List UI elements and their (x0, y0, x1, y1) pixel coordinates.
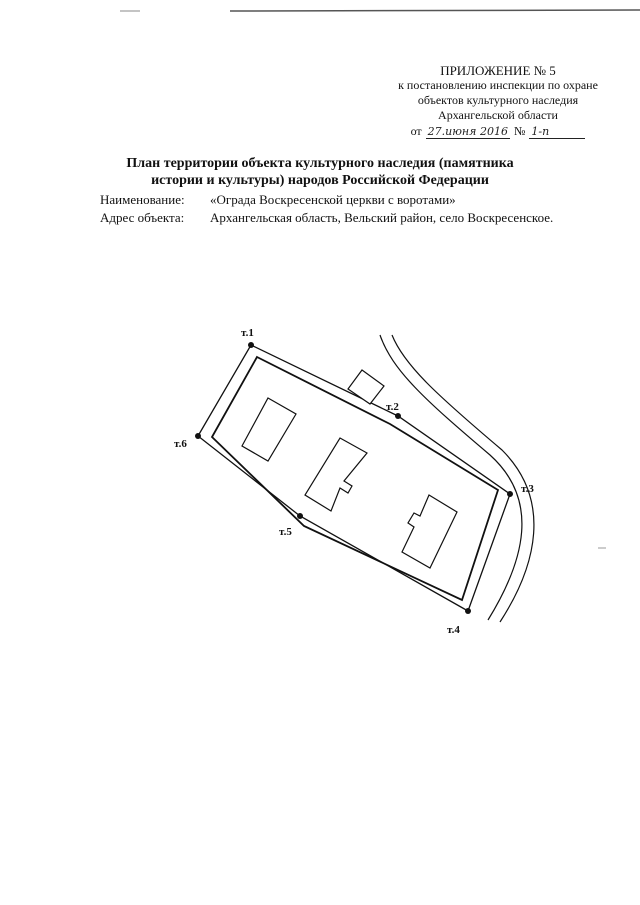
road-inner-edge (392, 335, 534, 622)
number-value: 1-п (529, 125, 585, 139)
point-4-marker (465, 608, 471, 614)
point-6-marker (195, 433, 201, 439)
gate-building (348, 370, 384, 404)
object-name-label: Наименование: (100, 192, 185, 207)
appendix-line-2: объектов культурного наследия (417, 93, 579, 107)
point-5-label: т.5 (279, 526, 292, 538)
appendix-line-1: к постановлению инспекции по охране (398, 78, 598, 92)
point-4-label: т.4 (447, 624, 460, 636)
point-5-marker (297, 513, 303, 519)
date-value: 27.июня 2016 (427, 125, 508, 138)
point-1-label: т.1 (241, 327, 254, 339)
point-3-label: т.3 (521, 483, 534, 495)
road-outer-edge (380, 335, 522, 620)
point-6-label: т.6 (174, 438, 187, 450)
appendix-heading: ПРИЛОЖЕНИЕ № 5 (440, 63, 556, 78)
building-2 (305, 438, 367, 511)
point-2-label: т.2 (386, 401, 399, 413)
point-3-marker (507, 491, 513, 497)
object-name-value: «Ограда Воскресенской церкви с воротами» (210, 192, 456, 207)
document-title: План территории объекта культурного наследия (памятника истории и культуры) народов Российской Федерации (126, 156, 514, 188)
building-3 (402, 495, 457, 568)
point-1-marker (248, 342, 254, 348)
object-address-label: Адрес объекта: (100, 210, 185, 225)
number-prefix: № (513, 124, 526, 138)
appendix-line-3: Архангельской области (438, 108, 558, 122)
date-prefix: от (410, 124, 422, 138)
point-2-marker (395, 413, 401, 419)
building-1 (242, 398, 296, 461)
object-address-value: Архангельская область, Вельский район, село Воскресенское. (210, 210, 554, 225)
